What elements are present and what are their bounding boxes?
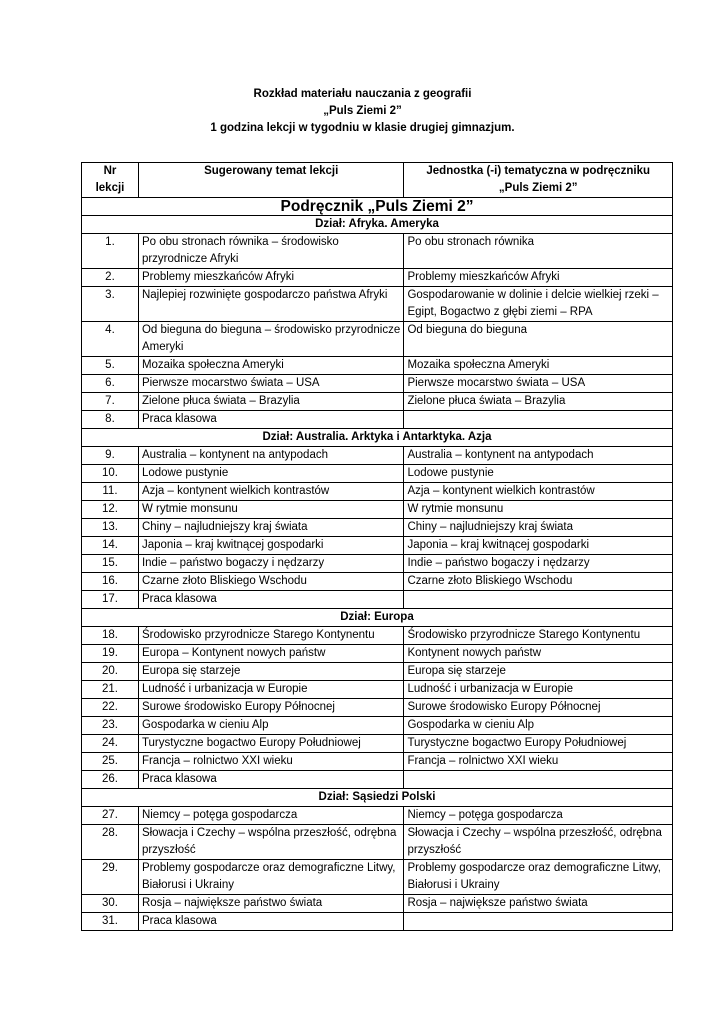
table-row <box>82 717 673 735</box>
lesson-topic: Azja – kontynent wielkich kontrastów <box>138 483 404 501</box>
textbook-unit <box>404 591 673 609</box>
table-row <box>82 537 673 555</box>
textbook-unit: Surowe środowisko Europy Północnej <box>404 699 673 717</box>
lesson-number: 10. <box>82 465 139 483</box>
table-row <box>82 735 673 753</box>
textbook-unit: Czarne złoto Bliskiego Wschodu <box>404 573 673 591</box>
section-title: Dział: Afryka. Ameryka <box>82 216 673 234</box>
textbook-unit: Australia – kontynent na antypodach <box>404 447 673 465</box>
textbook-unit: Pierwsze mocarstwo świata – USA <box>404 375 673 393</box>
section-title: Dział: Australia. Arktyka i Antarktyka. Azja <box>82 429 673 447</box>
textbook-unit: Gospodarowanie w dolinie i delcie wielkiej rzeki – Egipt, Bogactwo z głębi ziemi – RPA <box>404 287 673 322</box>
lesson-topic: Praca klasowa <box>138 411 404 429</box>
lesson-topic: Francja – rolnictwo XXI wieku <box>138 753 404 771</box>
table-body <box>82 198 673 931</box>
lesson-topic: Problemy mieszkańców Afryki <box>138 269 404 287</box>
lesson-topic: Czarne złoto Bliskiego Wschodu <box>138 573 404 591</box>
lesson-number: 8. <box>82 411 139 429</box>
textbook-unit: Od bieguna do bieguna <box>404 322 673 357</box>
lesson-number: 24. <box>82 735 139 753</box>
textbook-unit: Problemy gospodarcze oraz demograficzne Litwy, Białorusi i Ukrainy <box>404 860 673 895</box>
textbook-unit: Słowacja i Czechy – wspólna przeszłość, odrębna przyszłość <box>404 825 673 860</box>
table-row <box>82 807 673 825</box>
table-row <box>82 465 673 483</box>
table-row <box>82 681 673 699</box>
lesson-topic: Surowe środowisko Europy Północnej <box>138 699 404 717</box>
header-nr-line2: lekcji <box>95 182 125 194</box>
header-unit-line2: „Puls Ziemi 2” <box>498 182 578 194</box>
lesson-number: 12. <box>82 501 139 519</box>
textbook-unit: Azja – kontynent wielkich kontrastów <box>404 483 673 501</box>
header-cell-nr <box>82 163 139 198</box>
lesson-number: 5. <box>82 357 139 375</box>
lesson-number: 6. <box>82 375 139 393</box>
lesson-topic: Ludność i urbanizacja w Europie <box>138 681 404 699</box>
table-row <box>82 483 673 501</box>
header-book-name: „Puls Ziemi 2” <box>323 105 402 117</box>
textbook-unit: Indie – państwo bogaczy i nędzarzy <box>404 555 673 573</box>
section-title: Dział: Europa <box>82 609 673 627</box>
header-cell-topic: Sugerowany temat lekcji <box>138 163 404 198</box>
textbook-unit: Kontynent nowych państw <box>404 645 673 663</box>
table-row <box>82 825 673 860</box>
lesson-topic: Indie – państwo bogaczy i nędzarzy <box>138 555 404 573</box>
lesson-number: 3. <box>82 287 139 322</box>
header-unit-line1: Jednostka (-i) tematyczna w podręczniku <box>426 165 651 177</box>
lesson-number: 1. <box>82 234 139 269</box>
lesson-topic: Praca klasowa <box>138 771 404 789</box>
textbook-unit: W rytmie monsunu <box>404 501 673 519</box>
table-row <box>82 771 673 789</box>
textbook-unit <box>404 411 673 429</box>
textbook-unit: Ludność i urbanizacja w Europie <box>404 681 673 699</box>
textbook-unit: Problemy mieszkańców Afryki <box>404 269 673 287</box>
textbook-unit: Zielone płuca świata – Brazylia <box>404 393 673 411</box>
lesson-topic: Po obu stronach równika – środowisko przyrodnicze Afryki <box>138 234 404 269</box>
textbook-unit: Turystyczne bogactwo Europy Południowej <box>404 735 673 753</box>
lesson-number: 30. <box>82 895 139 913</box>
lesson-number: 9. <box>82 447 139 465</box>
lesson-topic: Problemy gospodarcze oraz demograficzne Litwy, Białorusi i Ukrainy <box>138 860 404 895</box>
lesson-number: 16. <box>82 573 139 591</box>
table-row <box>82 411 673 429</box>
table-row <box>82 895 673 913</box>
textbook-unit: Środowisko przyrodnicze Starego Kontynentu <box>404 627 673 645</box>
section-row <box>82 609 673 627</box>
lesson-topic: Zielone płuca świata – Brazylia <box>138 393 404 411</box>
book-title-row <box>82 198 673 216</box>
textbook-unit: Lodowe pustynie <box>404 465 673 483</box>
header-subtitle: 1 godzina lekcji w tygodniu w klasie drugiej gimnazjum. <box>210 122 515 134</box>
lesson-number: 18. <box>82 627 139 645</box>
header-cell-unit <box>404 163 673 198</box>
lesson-topic: Środowisko przyrodnicze Starego Kontynentu <box>138 627 404 645</box>
table-row <box>82 287 673 322</box>
lesson-number: 13. <box>82 519 139 537</box>
lesson-topic: Gospodarka w cieniu Alp <box>138 717 404 735</box>
lesson-number: 15. <box>82 555 139 573</box>
book-title: Podręcznik „Puls Ziemi 2” <box>82 198 673 216</box>
lesson-number: 22. <box>82 699 139 717</box>
lesson-topic: Najlepiej rozwinięte gospodarczo państwa Afryki <box>138 287 404 322</box>
table-row <box>82 234 673 269</box>
table-row <box>82 375 673 393</box>
header-title: Rozkład materiału nauczania z geografii <box>253 88 472 100</box>
lesson-topic: Turystyczne bogactwo Europy Południowej <box>138 735 404 753</box>
lesson-number: 25. <box>82 753 139 771</box>
lesson-topic: Pierwsze mocarstwo świata – USA <box>138 375 404 393</box>
lesson-number: 28. <box>82 825 139 860</box>
lesson-topic: Europa – Kontynent nowych państw <box>138 645 404 663</box>
section-row <box>82 789 673 807</box>
textbook-unit: Po obu stronach równika <box>404 234 673 269</box>
lesson-number: 31. <box>82 913 139 931</box>
lesson-number: 14. <box>82 537 139 555</box>
lesson-number: 2. <box>82 269 139 287</box>
section-title: Dział: Sąsiedzi Polski <box>82 789 673 807</box>
lesson-number: 20. <box>82 663 139 681</box>
lesson-topic: Niemcy – potęga gospodarcza <box>138 807 404 825</box>
lesson-number: 4. <box>82 322 139 357</box>
table-row <box>82 555 673 573</box>
lesson-topic: Praca klasowa <box>138 591 404 609</box>
textbook-unit: Mozaika społeczna Ameryki <box>404 357 673 375</box>
section-row <box>82 216 673 234</box>
lesson-number: 29. <box>82 860 139 895</box>
table-row <box>82 663 673 681</box>
lesson-topic: Mozaika społeczna Ameryki <box>138 357 404 375</box>
table-row <box>82 645 673 663</box>
lesson-number: 17. <box>82 591 139 609</box>
lesson-topic: Od bieguna do bieguna – środowisko przyrodnicze Ameryki <box>138 322 404 357</box>
lesson-number: 19. <box>82 645 139 663</box>
table-row <box>82 501 673 519</box>
textbook-unit: Francja – rolnictwo XXI wieku <box>404 753 673 771</box>
table-header-row <box>82 163 673 198</box>
textbook-unit: Gospodarka w cieniu Alp <box>404 717 673 735</box>
table-row <box>82 699 673 717</box>
table-row <box>82 753 673 771</box>
table-row <box>82 860 673 895</box>
table-row <box>82 573 673 591</box>
textbook-unit: Niemcy – potęga gospodarcza <box>404 807 673 825</box>
lesson-number: 11. <box>82 483 139 501</box>
textbook-unit <box>404 771 673 789</box>
textbook-unit: Rosja – największe państwo świata <box>404 895 673 913</box>
lesson-topic: Słowacja i Czechy – wspólna przeszłość, odrębna przyszłość <box>138 825 404 860</box>
lesson-number: 27. <box>82 807 139 825</box>
lesson-topic: Rosja – największe państwo świata <box>138 895 404 913</box>
lesson-topic: Lodowe pustynie <box>138 465 404 483</box>
lesson-topic: Chiny – najludniejszy kraj świata <box>138 519 404 537</box>
lesson-number: 21. <box>82 681 139 699</box>
document-header <box>0 86 725 137</box>
header-nr-line1: Nr <box>103 165 117 177</box>
table-row <box>82 591 673 609</box>
lesson-number: 7. <box>82 393 139 411</box>
table-row <box>82 519 673 537</box>
lesson-topic: W rytmie monsunu <box>138 501 404 519</box>
lesson-number: 23. <box>82 717 139 735</box>
table-row <box>82 269 673 287</box>
table-row <box>82 913 673 931</box>
table-row <box>82 393 673 411</box>
lesson-topic: Japonia – kraj kwitnącej gospodarki <box>138 537 404 555</box>
textbook-unit: Chiny – najludniejszy kraj świata <box>404 519 673 537</box>
table-row <box>82 322 673 357</box>
table-row <box>82 447 673 465</box>
lesson-topic: Praca klasowa <box>138 913 404 931</box>
lesson-topic: Europa się starzeje <box>138 663 404 681</box>
lesson-number: 26. <box>82 771 139 789</box>
table-row <box>82 357 673 375</box>
table-row <box>82 627 673 645</box>
textbook-unit: Europa się starzeje <box>404 663 673 681</box>
section-row <box>82 429 673 447</box>
textbook-unit <box>404 913 673 931</box>
lesson-topic: Australia – kontynent na antypodach <box>138 447 404 465</box>
textbook-unit: Japonia – kraj kwitnącej gospodarki <box>404 537 673 555</box>
lesson-plan-table <box>81 162 673 931</box>
